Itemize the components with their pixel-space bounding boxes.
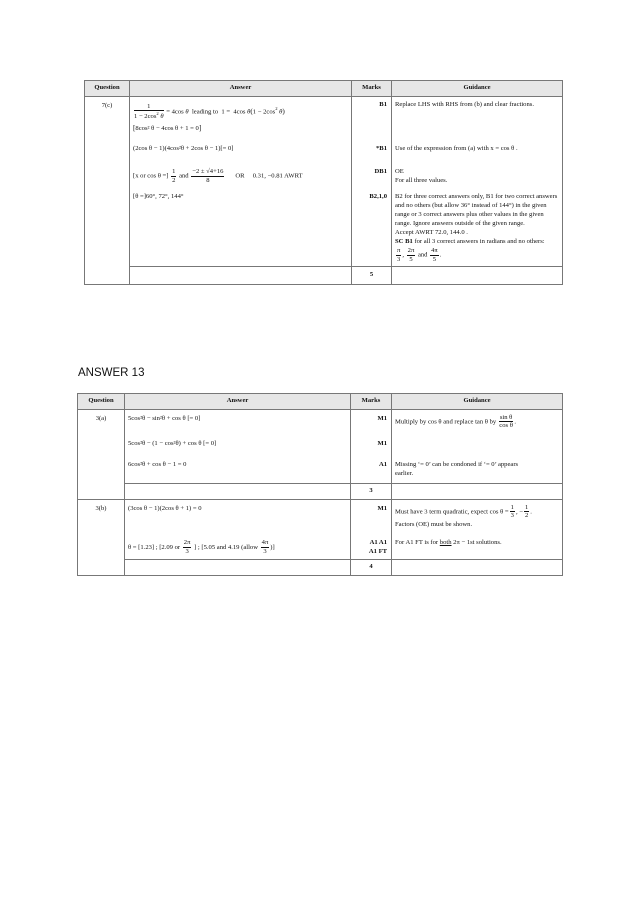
marks-cell: A1 [351, 455, 392, 483]
guidance-cell: Multiply by cos θ and replace tan θ by $\frac{\text{sin θ}}{\text{cos θ}}$ . [392, 409, 563, 432]
total-marks-3a: 3 [351, 484, 392, 500]
header-question: Question [85, 81, 130, 97]
question-ref-3a: 3(a) [78, 409, 125, 483]
marks-cell: M1 [351, 432, 392, 455]
header-question: Question [78, 394, 125, 410]
answer-roots: [x or cos θ =] $\frac{1}{2}$ and $\frac{-2 \pm √4+16}{8}$ OR 0.31, −0.81 AWRT [133, 168, 303, 184]
answer-leading-text: leading to [191, 108, 219, 116]
guidance-cell: Must have 3 term quadratic, expect cos θ = $\frac{1}{3}$ , − $\frac{1}{2}$ . Factors (OE) must be shown. [392, 499, 563, 533]
answer-line-2: [8cos² θ − 4cos θ + 1 = 0] [133, 123, 202, 132]
table-header-row [78, 394, 563, 410]
total-marks-3b: 4 [351, 560, 392, 576]
answer-factorised: (2cos θ − 1)(4cos²θ + 2cos θ − 1)[= 0] [133, 145, 234, 153]
answer-cell: 5cos²θ − sin²θ + cos θ [= 0] [125, 409, 351, 432]
header-guidance: Guidance [392, 81, 563, 97]
table-row [78, 409, 563, 432]
header-answer: Answer [125, 394, 351, 410]
mark-scheme-table-7c [84, 80, 563, 285]
guidance-cell: Missing ‘= 0’ can be condoned if ‘= 0’ appears earlier. [392, 455, 563, 483]
guidance-cell: Use of the expression from (a) with x = cos θ . [392, 137, 563, 160]
answer-cell [130, 160, 352, 188]
table-row [85, 188, 563, 266]
guidance-cell: For A1 FT is for both 2π − 1st solutions. [392, 533, 563, 559]
answer-cell [130, 188, 352, 266]
table-row [85, 160, 563, 188]
mark-scheme-table-3 [77, 393, 563, 576]
answer-cell: θ = [1.23] ; [2.09 or $\frac{2\pi}{3}$ ] ; [5.05 and 4.19 (allow $\frac{4\pi}{3}$ )] [125, 533, 351, 559]
header-marks: Marks [351, 394, 392, 410]
total-marks: 5 [352, 266, 392, 284]
answer-equation: $\frac{1}{1 - 2\cos^2 \theta}$ = 4cos θ leading to 1 = 4cos $\theta(1 - 2\cos^2$ θ) [134, 102, 285, 121]
guidance-cell: OE For all three values. [392, 160, 563, 188]
marks-cell: B1 [352, 96, 392, 137]
total-row [85, 266, 563, 284]
header-guidance: Guidance [392, 394, 563, 410]
marks-cell: A1 A1 A1 FT [351, 533, 392, 559]
answer-cell: 5cos²θ − (1 − cos²θ) + cos θ [= 0] [125, 432, 351, 455]
table-row [85, 96, 563, 137]
question-ref-3b: 3(b) [78, 499, 125, 559]
marks-cell: *B1 [352, 137, 392, 160]
answer-cell: 6cos²θ + cos θ − 1 = 0 [125, 455, 351, 483]
marks-cell: DB1 [352, 160, 392, 188]
answer-angles: [θ =]60°, 72°, 144° [133, 193, 184, 201]
question-ref: 7(c) [85, 96, 130, 266]
total-row [78, 484, 563, 500]
total-row [78, 560, 563, 576]
table-row [78, 432, 563, 455]
answer-cell [130, 137, 352, 160]
table-header-row [85, 81, 563, 97]
marks-cell: M1 [351, 499, 392, 533]
radians-answers: $\frac{\pi}{3}$ , $\frac{2\pi}{5}$ and $\frac{4\pi}{5}$ . [397, 247, 442, 263]
guidance-cell: Replace LHS with RHS from (b) and clear fractions. [392, 96, 563, 137]
guidance-cell: B2 for three correct answers only, B1 for two correct answers and no others (but allow 36° instead of 144°) in the given range or 3 correct answers plus other values in the given range. Ignore answers outside of the given range. Accept AWRT 72.0, 144.0 . SC B1 for all 3 correct answers in radians and no others: $\frac{\pi}{3}$ , $\frac{2\pi}{5}$ and $\frac{4\pi}{5}$ . [392, 188, 563, 266]
marks-cell: B2,1,0 [352, 188, 392, 266]
header-marks: Marks [352, 81, 392, 97]
table-row [78, 455, 563, 483]
table-row [78, 499, 563, 533]
table-row [85, 137, 563, 160]
answer-cell: (3cos θ − 1)(2cos θ + 1) = 0 [125, 499, 351, 533]
marks-cell: M1 [351, 409, 392, 432]
header-answer: Answer [130, 81, 352, 97]
answer-heading: ANSWER 13 [78, 367, 145, 379]
answer-cell [130, 96, 352, 137]
table-row [78, 533, 563, 559]
